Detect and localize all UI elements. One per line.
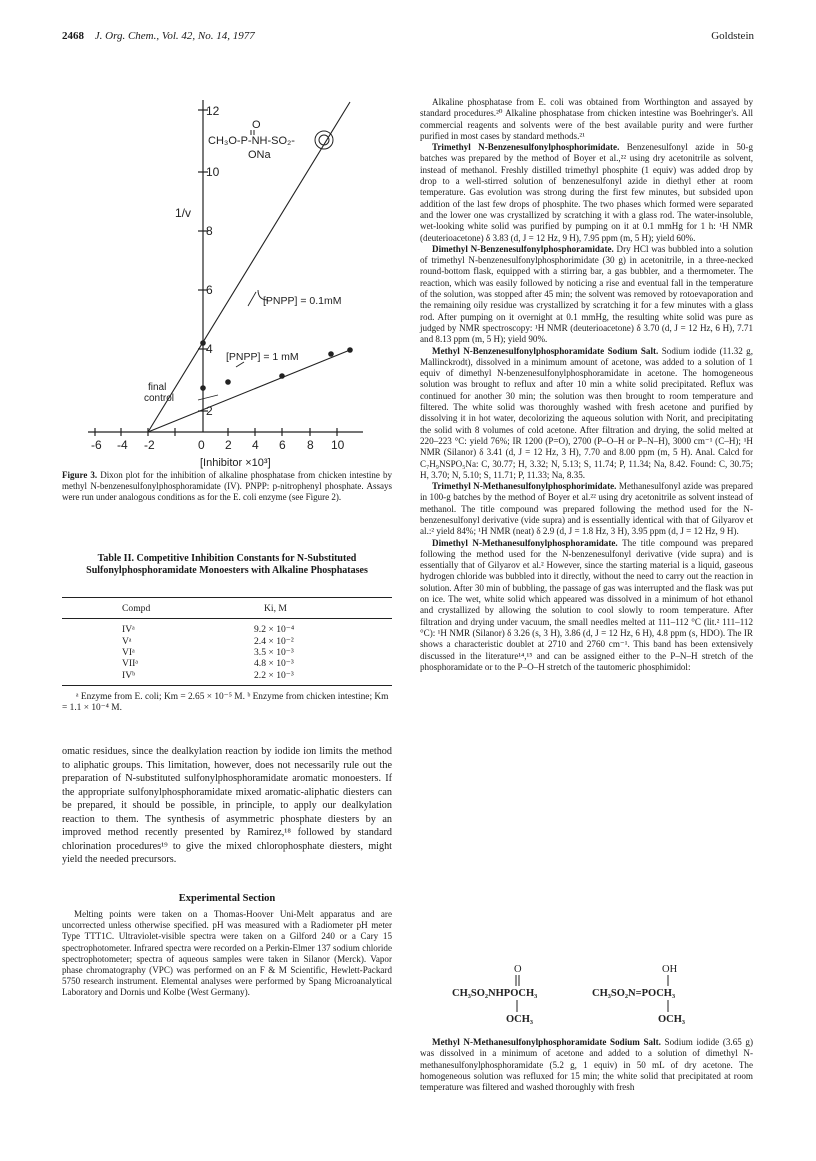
paragraph-heading: Trimethyl N-Benzenesulfonylphosphorimidate. — [432, 142, 620, 153]
left-struct-mid: CH₃SO₂NHPOCH₃ — [452, 988, 538, 999]
figure-caption-text: Dixon plot for the inhibition of alkaline phosphatase from chicken intestine by methyl N-benzenesulfonylphosphoramidate (IV). PNPP: p-nitrophenyl phosphate. Assays were run under analogous conditions as for the E. coli enzyme (see Figure 2). — [62, 470, 392, 502]
table-bottom-rule — [62, 685, 392, 686]
y-tick-6: 6 — [206, 283, 213, 297]
data-points — [200, 340, 353, 391]
x-tick-m6: -6 — [91, 438, 102, 452]
point-high-1 — [200, 340, 206, 346]
paragraph-trimethyl-methanesulfonyl — [420, 481, 753, 537]
struct-line1: O — [252, 119, 261, 131]
table-row — [62, 647, 392, 658]
paragraph-text: Benzenesulfonyl azide in 50-g batches was prepared by the method of Boyer et al.,²² using dry acetonitrile as solvent, instead of methanol. Freshly distilled trimethyl phosphite (1 equiv) was added drop by drop to a well-stirred solution of benzenesulfonyl azide in diethyl ether at room temperature. Gas evolution was strong during the first few minutes, but subsided upon addition of the last few drops of phosphite. The two phases which formed were separated and the lower one was crystallized by scratching it with a glass rod. The water-insoluble, wet-looking white solid was purified by pumping on it at 0.1 mmHg for 1 h: ¹H NMR (deuterioacetone) δ 3.83 (d, J = 12 Hz, 9 H), 7.95 ppm (m, 5 H); yield 60%. — [420, 142, 754, 243]
struct-line3: ONa — [248, 149, 271, 161]
paragraph-text: Sodium iodide (11.32 g, Mallinckrodt), dissolved in a minimum amount of acetone, was added to a solution of 1 equiv of dimethyl N-benzenesulfonylphosphoramidate in acetone. The homogeneous solution was brought to reflux and after 10 min a white solid precipitated. Reflux was continued for another 30 min; the solution was then brought to room temperature and filtered. The white solid was thoroughly washed with fresh acetone and purified by dissolving it in hot water, decolorizing the aqueous solution with Norit, and precipitating the solid with 8 volumes of cold acetone. After filtration and drying, the solid melted at 220–223 °C: yield 76%; IR 1200 (P=O), 2700 (P–O–H or P–N–H), 3000 cm⁻¹ (C–H); ¹H NMR (Silanor) δ 3.41 (d, J = 12 Hz, 3 H), 7.70 and 8.00 ppm (m, 5 H). Anal. Calcd for C₇H₉NSPO₅Na: C, 30.77; H, 3.32; N, 5.13; S, 11.74; P, 11.34; Na, 8.42. Found: C, 30.75; H, 3.70; N, 5.10; S, 11.71; P, 11.33; Na, 8.35. — [420, 345, 753, 480]
label-control: control — [144, 393, 175, 404]
paragraph-text: Methanesulfonyl azide was prepared in 100-g batches by the method of Boyer et al.²² using dry acetonitrile as solvent instead of methanol. The title compound was prepared following the method used for the N-benzenesulfonyl derivative (vide supra) and is essentially identical with that of Gilyarov et al.:² yield 84%; ¹H NMR (neat) δ 2.9 (d, J = 1.8 Hz, 3 H), 3.95 ppm (d, J = 12 Hz, 9 H). — [420, 481, 753, 537]
experimental-section-title: Experimental Section — [178, 893, 276, 904]
x-tick-0: 0 — [198, 438, 205, 452]
right-struct-mid: CH₃SO₂N=POCH₃ — [592, 988, 676, 999]
table-footnote: ᵃ Enzyme from E. coli; Km = 2.65 × 10⁻⁵ M. ᵇ Enzyme from chicken intestine; Km = 1.1 × 10⁻⁴ M. — [62, 691, 389, 714]
body-text-left: omatic residues, since the dealkylation reaction by iodide ion limits the method to aliphatic groups. This limitation, however, does not necessarily rule out the preparation of N-substituted sulfonylphosphoramidate aromatic monoesters. If the appropriate sulfonylphosphoramidate mixed aromatic-aliphatic diesters can be prepared, it should be possible, in principle, to apply our dealkylation reaction to them. The synthesis of asymmetric phosphate diesters by an improved method recently presented by Ramirez,¹⁸ followed by standard chlorination procedures¹⁹ to give the mixed chlorophosphate diesters, might yield the needed precursors. — [62, 746, 392, 865]
paragraph-heading: Dimethyl N-Methanesulfonylphosphoramidate. — [432, 537, 618, 548]
cell-ki: 2.4 × 10⁻² — [254, 635, 294, 647]
paragraph-enzymes — [420, 97, 753, 142]
header-left — [62, 30, 255, 42]
cell-compd: VIᵃ — [122, 646, 135, 658]
running-author: Goldstein — [711, 30, 754, 42]
x-tick-10: 10 — [331, 438, 345, 452]
y-tick-12: 12 — [206, 104, 220, 118]
paragraph-heading: Methyl N-Methanesulfonylphosphoramidate Sodium Salt. — [432, 1037, 661, 1047]
journal-citation: J. Org. Chem., Vol. 42, No. 14, 1977 — [94, 30, 255, 42]
label-pnpp-1mM: [PNPP] = 1 mM — [226, 351, 299, 363]
y-tick-2: 2 — [206, 404, 213, 418]
dixon-plot-figure — [88, 92, 408, 472]
table-row — [62, 624, 392, 635]
paragraph-trimethyl-benzenesulfonyl — [420, 142, 753, 244]
cell-compd: Vᵃ — [122, 635, 132, 647]
label-pnpp-0.1mM: [PNPP] = 0.1mM — [263, 295, 342, 307]
paragraph-heading: Dimethyl N-Benzenesulfonylphosphoramidate. — [432, 243, 614, 254]
cell-compd: VIIᵃ — [122, 658, 138, 670]
figure-caption — [62, 470, 392, 502]
page-header — [62, 30, 754, 48]
table-row — [62, 635, 392, 646]
point-low-1 — [200, 385, 206, 391]
x-tick-4: 4 — [252, 438, 259, 452]
paragraph-text: The title compound was prepared following the method used for the N-benzenesulfonyl derivative (vide supra) and is essentially that of Gilyarov et al.² However, since the starting material is a liquid, gaseous hydrogen chloride was bubbled into it directly, without the need to carry out the reaction in solution. After 30 min of bubbling, the passage of gas was interrupted and the flask was put on ice. The wet, white solid which appeared was dissolved in a minimum of hot ethanol and crystallized by allowing the solution to cool slowly to room temperature. After filtration and drying under vacuum, the small needles melted at 111–112 °C (lit.² 111–112 °C): ¹H NMR (Silanor) δ 3.26 (s, 3 H), 3.86 (d, J = 12 Hz, 6 H), 4.8 ppm (s, HDO). The IR shows a characteristic doublet at 2710 and 2760 cm⁻¹. This band has been extensively discussed in the literature¹⁴,¹⁵ and can be assigned either to the P–N–H stretch of the phosphoramidate or to the P–O–H stretch of the tautomeric phosphimidol: — [420, 537, 753, 672]
cell-ki: 4.8 × 10⁻³ — [254, 658, 294, 670]
point-low-2 — [225, 379, 231, 385]
left-struct-top: O — [514, 964, 522, 975]
table-header-row — [62, 598, 392, 618]
x-tick-m2: -2 — [144, 438, 155, 452]
page-number: 2468 — [62, 30, 84, 42]
table-title: Table II. Competitive Inhibition Constants for N-Substituted Sulfonylphosphoramidate Monoesters with Alkaline Phosphatases — [86, 553, 368, 576]
col-header-compd: Compd — [122, 602, 151, 614]
paragraph-methyl-methanesulfonyl-sodium — [420, 1037, 753, 1093]
figure-caption-label: Figure 3. — [62, 470, 98, 480]
x-tick-8: 8 — [307, 438, 314, 452]
paragraph-text: Dry HCl was bubbled into a solution of trimethyl N-benzenesulfonylphosphorimidate (30 g) in acetonitrile, in a three-necked round-bottom flask, equipped with a stirring bar, a gas bubbler, and a thermometer. The reaction, which was easily followed by noticing a rise and eventual fall in the temperature of the solution, was stopped after 45 min; the solvent was removed by rotoevaporation and the remaining oily residue was crystallized by scratching it for a few minutes with a glass rod. After pumping on it overnight at 0.1 mmHg, the resulting white solid was pure as judged by NMR spectroscopy: ¹H NMR (deuterioacetone) δ 3.70 (d, J = 12 Hz, 6 H), 7.71 and 8.13 ppm (m, 5 H); yield 90%. — [420, 243, 753, 345]
struct-line2: CH₃O-P-NH-SO₂- — [208, 135, 295, 147]
paragraph-methyl-benzenesulfonyl-sodium — [420, 346, 753, 482]
paragraph-text: Sodium iodide (3.65 g) was dissolved in a minimum of acetone and added to a solution of dimethyl N-methanesulfonylphosphoramidate (5.2 g, 1 equiv) in 50 mL of dry acetone. The homogeneous solution was refluxed for 15 min; the white solid that precipitated at room temperature was filtered and washed thoroughly with fresh — [420, 1037, 753, 1093]
x-tick-2: 2 — [225, 438, 232, 452]
cell-ki: 3.5 × 10⁻³ — [254, 646, 294, 658]
label-final: final — [148, 382, 167, 393]
paragraph-dimethyl-methanesulfonyl — [420, 538, 753, 674]
inhibition-table — [62, 597, 392, 715]
paragraph-text: Alkaline phosphatase from E. coli was obtained from Worthington and assayed by standard procedures.²⁰ Alkaline phosphatase from chicken intestine was Boehringer's. All commercial reagents and solvents were of the best available purity and were further purified in most cases by standard methods.²¹ — [420, 97, 753, 141]
x-axis-label: [Inhibitor ×10³] — [200, 457, 271, 469]
x-tick-6: 6 — [279, 438, 286, 452]
benzene-ring — [315, 131, 333, 149]
table-row — [62, 670, 392, 681]
y-tick-8: 8 — [206, 224, 213, 238]
experimental-section-text: Melting points were taken on a Thomas-Hoover Uni-Melt apparatus and are uncorrected unless otherwise specified. pH was measured with a Radiometer pH meter Type TTT1C. Ultraviolet-visible spectra were taken on a Gilford 240 or a Cary 15 spectrophotometer. Infrared spectra were recorded on a Perkin-Elmer 137 sodium chloride spectrophotometer; spectra of aqueous samples were taken in Silanor (Merck). Vapor phase chromatography (VPC) was performed on an F & M Scientific, Hewlett-Packard 5750 research instrument. Elemental analyses were performed by Spang Microanalytical Laboratory and Dornis und Kolbe (West Germany). — [62, 909, 392, 998]
y-tick-4: 4 — [206, 342, 213, 356]
x-tick-m4: -4 — [117, 438, 128, 452]
paragraph-dimethyl-benzenesulfonyl — [420, 244, 753, 346]
cell-compd: IVᵃ — [122, 624, 135, 636]
point-low-5 — [347, 347, 353, 353]
left-struct-bot: OCH₃ — [506, 1014, 534, 1025]
paragraph-heading: Trimethyl N-Methanesulfonylphosphorimidate. — [432, 481, 617, 492]
right-struct-bot: OCH₃ — [658, 1014, 686, 1025]
point-low-3 — [279, 373, 285, 379]
y-tick-10: 10 — [206, 165, 220, 179]
right-struct-top: OH — [662, 964, 678, 975]
tautomer-structures — [452, 960, 752, 1030]
paragraph-heading: Methyl N-Benzenesulfonylphosphoramidate Sodium Salt. — [432, 345, 659, 356]
col-header-ki: Ki, M — [264, 602, 287, 614]
y-axis-label: 1/v — [175, 206, 192, 220]
cell-compd: IVᵇ — [122, 669, 136, 681]
right-column — [420, 97, 753, 673]
cell-ki: 9.2 × 10⁻⁴ — [254, 624, 295, 636]
cell-ki: 2.2 × 10⁻³ — [254, 669, 294, 681]
table-row — [62, 658, 392, 669]
point-low-4 — [328, 351, 334, 357]
